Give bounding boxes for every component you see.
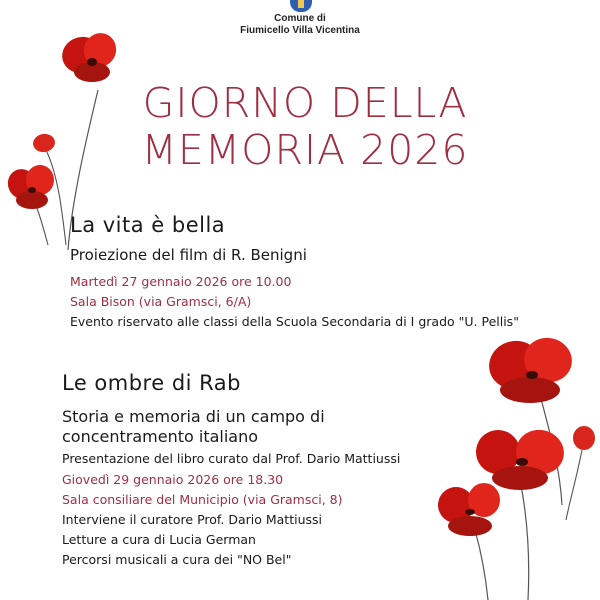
event2-detail: Letture a cura di Lucia German <box>62 532 256 547</box>
poppy-bud-right <box>566 426 595 520</box>
event2-subtitle-line-2: concentramento italiano <box>62 427 259 446</box>
event1-venue: Sala Bison (via Gramsci, 6/A) <box>70 294 252 309</box>
title-line-2: MEMORIA 2026 <box>141 126 469 174</box>
poppy-flower-right-low <box>434 483 500 600</box>
event1-note: Evento riservato alle classi della Scuola Secondaria di I grado "U. Pellis" <box>70 314 519 329</box>
title-line-1: GIORNO DELLA <box>142 79 468 127</box>
event2-presentation: Presentazione del libro curato dal Prof. Dario Mattiussi <box>62 451 401 466</box>
event1-date: Martedì 27 gennaio 2026 ore 10.00 <box>70 274 292 289</box>
event2-detail: Percorsi musicali a cura dei "NO Bel" <box>62 552 292 567</box>
event2-heading: Le ombre di Rab <box>62 371 241 395</box>
municipality-line-2: Fiumicello Villa Vicentina <box>240 25 360 36</box>
event2-detail: Interviene il curatore Prof. Dario Mattiussi <box>62 512 323 527</box>
event2-subtitle <box>62 407 325 447</box>
event2-date: Giovedì 29 gennaio 2026 ore 18.30 <box>62 472 284 487</box>
event2-subtitle-line-1: Storia e memoria di un campo di <box>62 407 325 426</box>
page-title <box>100 80 510 174</box>
event2-venue: Sala consiliare del Municipio (via Gramsci, 8) <box>62 492 343 507</box>
event1-heading: La vita è bella <box>70 213 226 237</box>
poppy-flower-left-mid <box>4 165 54 245</box>
municipality-name <box>240 13 360 37</box>
municipality-line-1: Comune di <box>274 13 326 24</box>
event1-subtitle: Proiezione del film di R. Benigni <box>70 246 307 264</box>
